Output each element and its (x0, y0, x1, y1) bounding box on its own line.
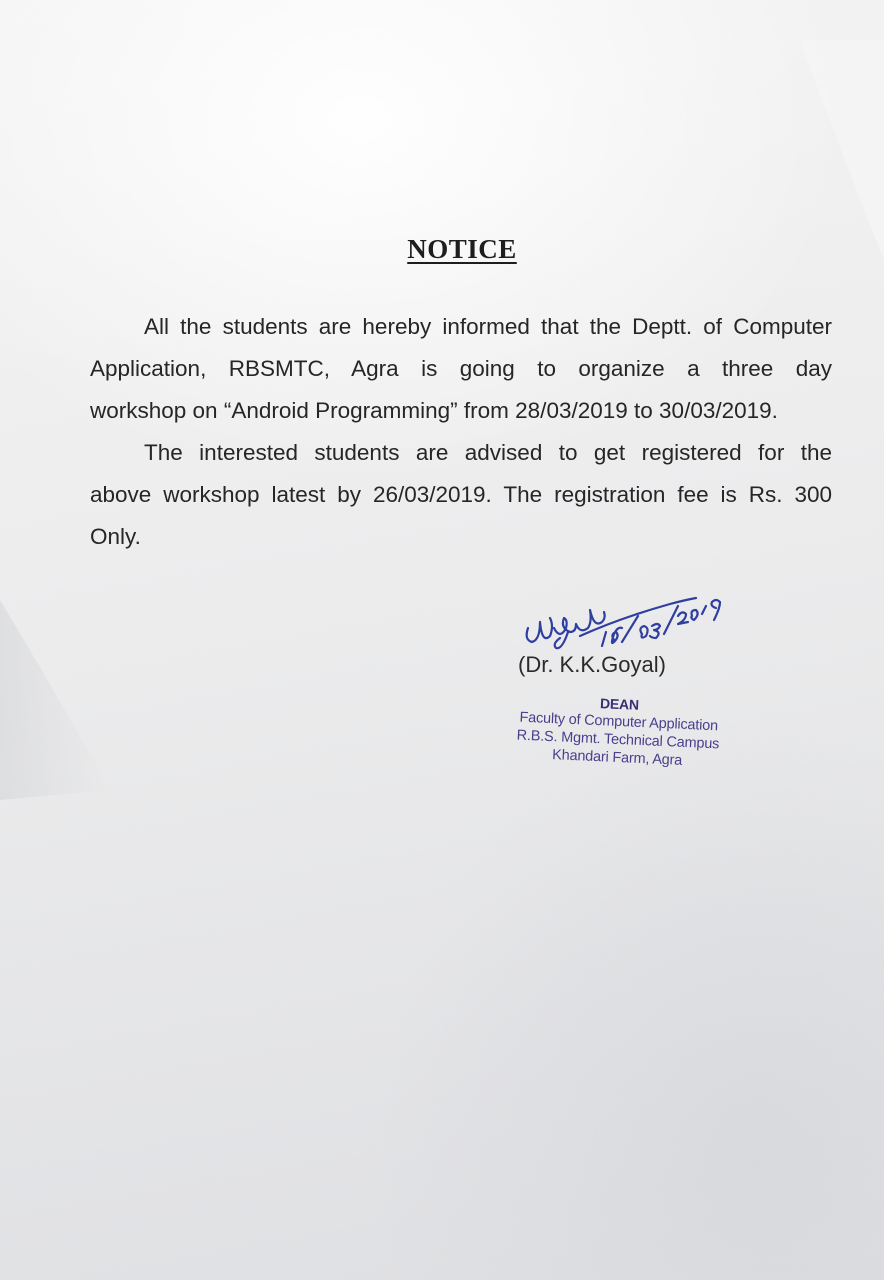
stamp-line: R.B.S. Mgmt. Technical Campus (516, 727, 720, 753)
paragraph-announcement (90, 306, 832, 432)
paragraph-line: above workshop latest by 26/03/2019. The registration fee is Rs. 300 (90, 482, 832, 507)
paragraph-line: All the students are hereby informed that the Deptt. of Computer (144, 314, 832, 339)
dean-stamp (502, 690, 735, 772)
paragraph-registration (90, 432, 832, 558)
stamp-title: DEAN (599, 695, 640, 713)
paragraph-line: Only. (90, 524, 141, 549)
stamp-line: Khandari Farm, Agra (551, 747, 683, 769)
handwritten-signature (510, 588, 740, 660)
paragraph-line: The interested students are advised to get registered for the (144, 440, 832, 465)
stamp-line: Faculty of Computer Application (519, 709, 719, 735)
paragraph-line: Application, RBSMTC, Agra is going to organize a three day (90, 356, 832, 381)
paragraph-line: workshop on “Android Programming” from 28/03/2019 to 30/03/2019. (90, 398, 778, 423)
notice-title: NOTICE (407, 234, 517, 264)
signatory-name: (Dr. K.K.Goyal) (518, 652, 666, 677)
